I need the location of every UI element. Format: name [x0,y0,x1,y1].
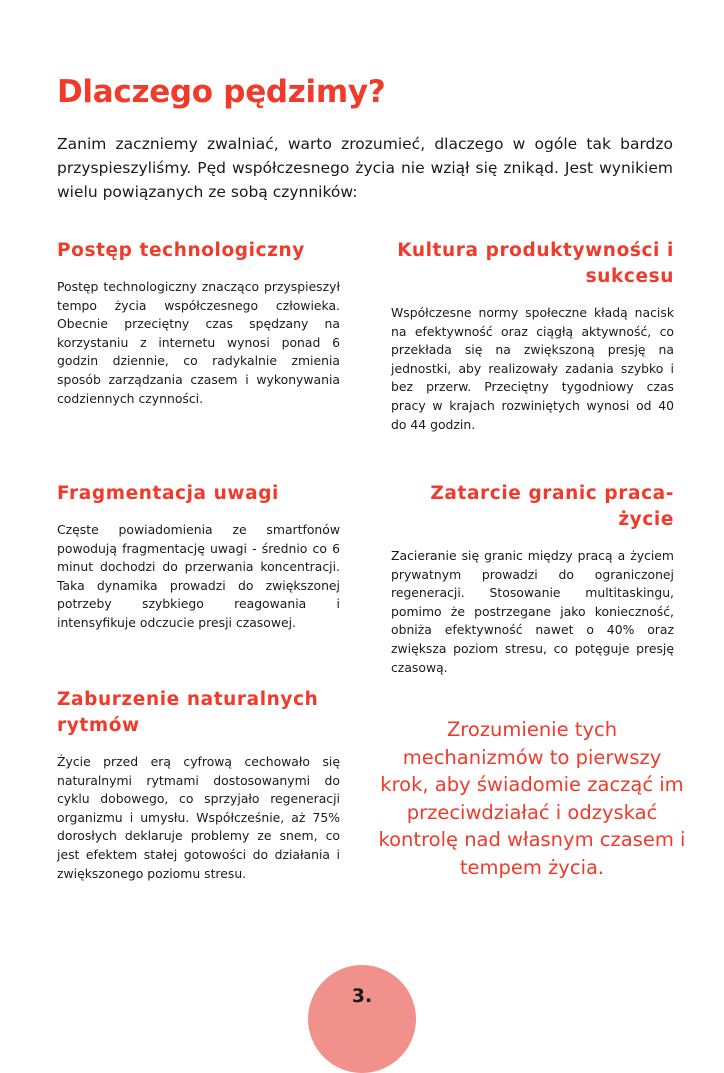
section-body: Zacieranie się granic między pracą a życiem prywatnym prowadzi do ograniczonej regeneracji. Stosowanie multitaskingu, pomimo że postrzegane jako konieczność, obniża efektywność nawet o 40% oraz zwiększa poziom stresu, co potęguje presję czasową. [391,548,674,675]
section-body: Współczesne normy społeczne kładą nacisk na efektywność oraz ciągłą aktywność, co przekłada się na zwiększoną presję na jednostki, aby realizowały zadania szybko i bez przerw. Przeciętny tygodniowy czas pracy w krajach rozwiniętych wynosi od 40 do 44 godzin. [391,305,674,432]
section-body: Postęp technologiczny znacząco przyspieszył tempo życia współczesnego człowieka. Obecnie przeciętny czas spędzany na korzystaniu z internetu wynosi ponad 6 godzin dziennie, co radykalnie zmienia sposób zarządzania czasem i wykonywania codziennych czynności. [57,279,340,406]
section-heading: Postęp technologiczny [57,240,305,261]
section-body: Częste powiadomienia ze smartfonów powodują fragmentację uwagi - średnio co 6 minut dochodzi do przerwania koncentracji. Taka dynamika prowadzi do zwiększonej potrzeby szybkiego reagowania i intensyfikuje odczucie presji czasowej. [57,522,340,630]
section-heading: Zatarcie granic praca-życie [430,483,674,530]
section-productivity-culture [391,238,674,434]
highlight-quote: Zrozumienie tych mechanizmów to pierwszy krok, aby świadomie zacząć im przeciwdziałać i odzyskać kontrolę nad własnym czasem i tempem życia. [378,718,686,879]
section-heading: Zaburzenie naturalnych rytmów [57,689,319,736]
page-number-badge [308,965,416,1073]
section-natural-rhythms [57,687,340,883]
section-heading: Fragmentacja uwagi [57,483,279,504]
intro-paragraph: Zanim zaczniemy zwalniać, warto zrozumieć, dlaczego w ogóle tak bardzo przyspieszyliśmy. Pęd współczesnego życia nie wziął się znikąd. Jest wynikiem wielu powiązanych ze sobą czynników: [57,135,673,201]
section-technological-progress [57,238,340,408]
page-title: Dlaczego pędzimy? [57,74,386,110]
page-number: 3. [351,985,373,1007]
section-attention-fragmentation [57,481,340,633]
section-body: Życie przed erą cyfrową cechowało się naturalnymi rytmami dostosowanymi do cyklu dobowego, co sprzyjało regeneracji organizmu i umysłu. Współcześnie, aż 75% dorosłych deklaruje problemy ze snem, co jest efektem stałej gotowości do działania i zwiększonego poziomu stresu. [57,754,340,881]
section-work-life-boundaries [391,481,674,677]
section-heading: Kultura produktywności i sukcesu [397,240,674,287]
